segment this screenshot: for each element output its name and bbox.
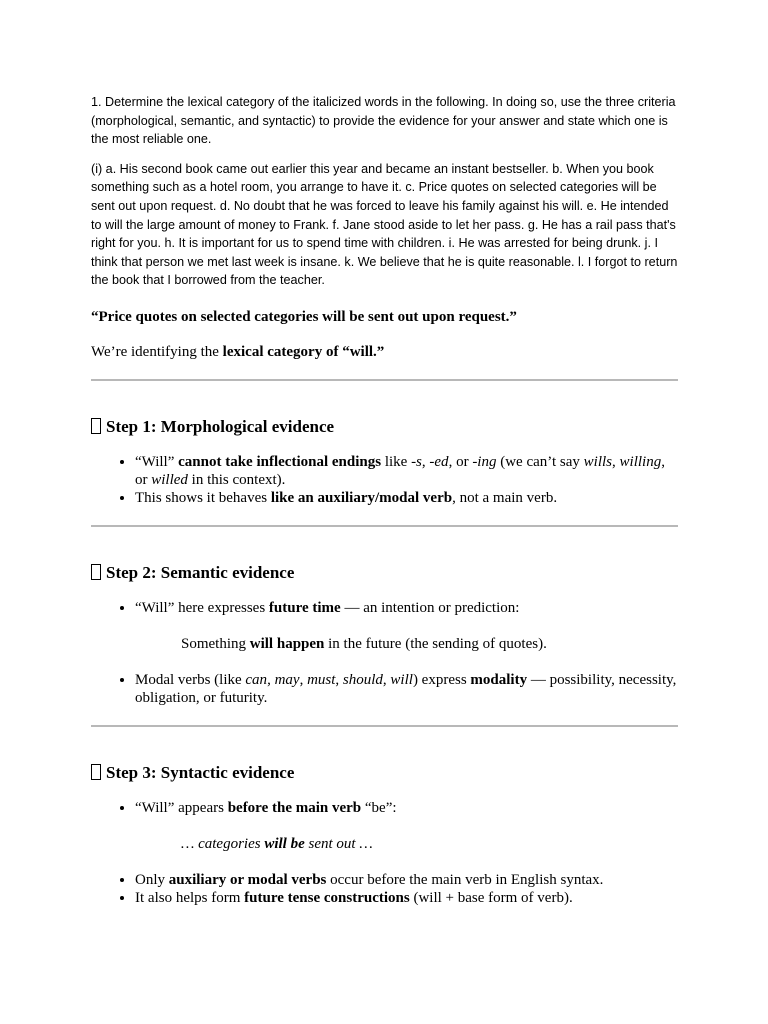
missing-glyph-icon — [91, 418, 101, 434]
list-item: • Only auxiliary or modal verbs occur before the main verb in English syntax. — [135, 871, 678, 889]
question-paragraph: 1. Determine the lexical category of the italicized words in the following. In doing so, use the three criteria (morphological, semantic, and syntactic) to provide the evidence for your answer and state which one is the most reliable one. — [91, 95, 676, 147]
list-item: • Modal verbs (like can, may, must, should, will) express modality — possibility, necessity, obligation, or futurity. — [135, 671, 678, 707]
list-item: • “Will” appears before the main verb “be”: — [135, 799, 678, 817]
step3-heading: Step 3: Syntactic evidence — [91, 763, 678, 783]
missing-glyph-icon — [91, 764, 101, 780]
divider — [91, 525, 678, 527]
document-page — [91, 93, 678, 907]
list-item: • “Will” cannot take inflectional endings like -s, -ed, or -ing (we can’t say wills, willing, or willed in this context). — [135, 453, 678, 489]
divider — [91, 379, 678, 381]
step2-list — [91, 599, 678, 617]
step1-list — [91, 453, 678, 507]
list-item: • “Will” here expresses future time — an intention or prediction: — [135, 599, 678, 617]
examples-paragraph: (i) a. His second book came out earlier this year and became an instant bestseller. b. When you book something such as a hotel room, you arrange to have it. c. Price quotes on selected categories will be sent out upon request. d. No doubt that he was forced to leave his family against his will. e. He intended to will the large amount of money to Frank. f. Jane stood aside to let her pass. g. He has a rail pass that's right for you. h. It is important for us to spend time with children. i. He was arrested for being drunk. j. I think that person we met last week is insane. k. We believe that he is quite reasonable. l. I forgot to return the book that I borrowed from the teacher. — [91, 161, 678, 288]
divider — [91, 725, 678, 727]
example-sentence: … categories will be sent out … — [181, 835, 373, 852]
quoted-sentence: “Price quotes on selected categories will be sent out upon request.” — [91, 308, 517, 325]
list-item: • It also helps form future tense constructions (will + base form of verb). — [135, 889, 678, 907]
list-item: • This shows it behaves like an auxiliary/modal verb, not a main verb. — [135, 489, 678, 507]
intro-line: We’re identifying the lexical category of “will.” — [91, 343, 385, 360]
step1-heading: Step 1: Morphological evidence — [91, 417, 678, 437]
step2-heading: Step 2: Semantic evidence — [91, 563, 678, 583]
missing-glyph-icon — [91, 564, 101, 580]
step3-list-2 — [91, 871, 678, 907]
step3-list — [91, 799, 678, 817]
step2-list-2 — [91, 671, 678, 707]
example-sentence: Something will happen in the future (the sending of quotes). — [181, 635, 547, 652]
